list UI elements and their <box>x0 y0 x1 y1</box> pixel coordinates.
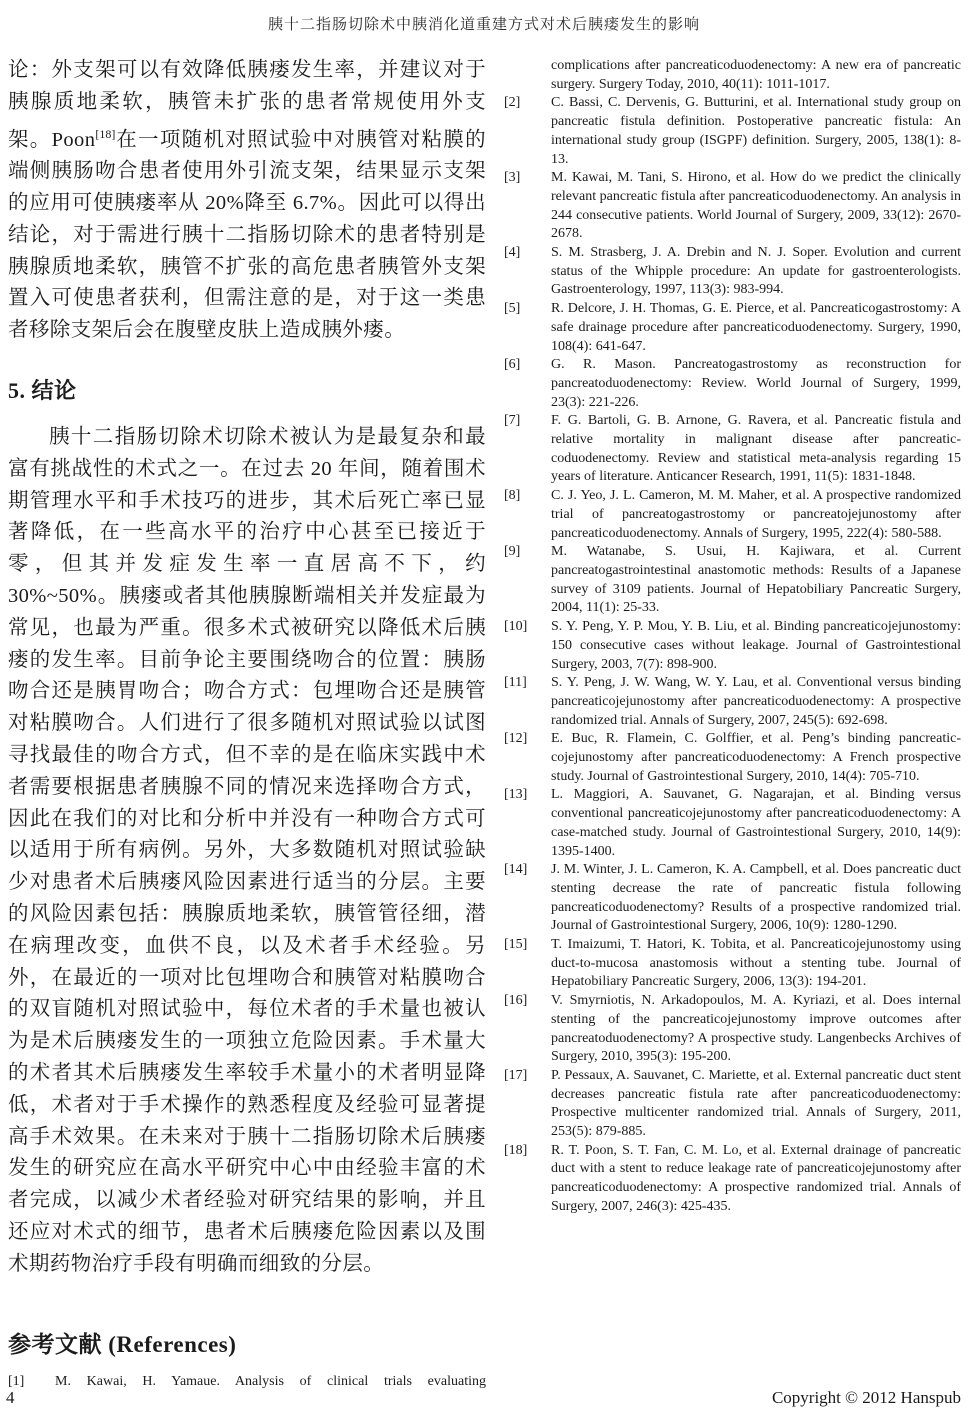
reference-item <box>504 861 961 936</box>
reference-text: S. Y. Peng, J. W. Wang, W. Y. Lau, et al. Conventional versus binding pancreaticojejunostomy after pancreaticoduodenectomy: A prospective randomized trial. Annals of Surgery, 2007, 245(5): 692-698. <box>551 675 961 728</box>
running-title: 胰十二指肠切除术中胰消化道重建方式对术后胰瘘发生的影响 <box>267 17 700 33</box>
reference-item <box>504 1067 961 1142</box>
reference-text: M. Kawai, H. Yamaue. Analysis of clinical trials evaluating <box>55 1373 486 1389</box>
references-heading: 参考文献 (References) <box>8 1331 237 1357</box>
reference-text: T. Imaizumi, T. Hatori, K. Tobita, et al. Pancreaticojejunostomy using duct-to-mucosa anastomosis without a stenting tube. Journal of Hepatobiliary Pancreatic Surgery, 2006, 13(3): 194-201. <box>551 937 961 990</box>
references-list <box>504 94 961 1216</box>
reference-label: [2] <box>504 95 521 111</box>
reference-text: M. Watanabe, S. Usui, H. Kajiwara, et al. Current pancreatogastrointestinal anastomotic methods: Results of a Japanese survey of 3109 patients. Journal of Hepatobiliary Pancreatic Surgery, 2004, 11(1): 25-33. <box>551 544 961 616</box>
reference-item <box>504 356 961 412</box>
reference-item <box>504 674 961 730</box>
reference-text: P. Pessaux, A. Sauvanet, C. Mariette, et al. External pancreatic duct stent decreases pancreatic fistula rate after pancreaticoduodenectomy: Prospective multicenter randomized trial. Annals of Surgery, 2011, 253(5): 879-885. <box>551 1067 961 1140</box>
reference-text: F. G. Bartoli, G. B. Arnone, G. Ravera, et al. Pancreatic fistula and relative mortality in malignant disease after pancreatic- coduodenectomy. Review and statistical meta-analysis regarding 15 years of literature. Anticancer Research, 1991, 11(5): 1831-1848. <box>551 413 961 485</box>
reference-label: [12] <box>504 731 528 747</box>
reference-text: M. Kawai, M. Tani, S. Hirono, et al. How do we predict the clinically relevant pancreatic fistula after pancreaticoduodenectomy. An analysis in 244 consecutive patients. World Journal of Surgery, 2009, 33(12): 2670-2678. <box>551 170 961 242</box>
intro-paragraph <box>8 55 486 347</box>
reference-item <box>504 487 961 543</box>
reference-text: G. R. Mason. Pancreatogastrostomy as reconstruction for pancreatoduodenectomy: Review. World Journal of Surgery, 1999, 23(3): 221-226. <box>551 357 961 410</box>
reference-1-continuation: complications after pancreaticoduodenectomy: A new era of pancreatic surgery. Surgery Today, 2010, 40(11): 1011-1017. <box>551 58 961 92</box>
reference-label: [16] <box>504 993 528 1009</box>
reference-label: [6] <box>504 357 521 373</box>
reference-label: [17] <box>504 1067 528 1083</box>
reference-label: [13] <box>504 787 528 803</box>
reference-label: [15] <box>504 937 528 953</box>
reference-text: C. Bassi, C. Dervenis, G. Butturini, et al. International study group on pancreatic fistula definition. Postoperative pancreatic fistula: An international study group (ISGPF) definition. Surgery, 2005, 138(1): 8-13. <box>551 95 961 167</box>
reference-text: E. Buc, R. Flamein, C. Golffier, et al. Peng’s binding pancreatic-cojejunostomy after pancreaticoduodenectomy: A French prospective study. Journal of Gastrointestional Surgery, 2010, 14(4): 705-710. <box>551 731 961 784</box>
reference-label: [7] <box>504 413 521 429</box>
reference-text: J. M. Winter, J. L. Cameron, K. A. Campbell, et al. Does pancreatic duct stenting decrease the rate of pancreatic fistula following pancreaticoduodenectomy? Results of a prospective randomized trial. Journal of Gastrointestional Surgery, 2006, 10(9): 1280-1290. <box>551 862 961 934</box>
reference-text: R. Delcore, J. H. Thomas, G. E. Pierce, et al. Pancreaticogastrostomy: A safe drainage procedure after pancreaticoduodenectomy. Surgery, 1990, 108(4): 641-647. <box>551 301 961 354</box>
footer-page-number: 4 <box>6 1388 15 1407</box>
reference-label: [11] <box>504 675 527 691</box>
reference-item <box>504 244 961 300</box>
reference-item <box>504 1142 961 1217</box>
reference-label: [18] <box>504 1142 528 1158</box>
reference-item <box>504 786 961 861</box>
reference-text: L. Maggiori, A. Sauvanet, G. Nagarajan, et al. Binding versus conventional pancreaticojejunostomy after pancreaticoduodenectomy: A case-matched study. Journal of Gastrointestional Surgery, 2010, 14(9): 1395-1400. <box>551 787 961 859</box>
right-column <box>504 57 961 1217</box>
reference-text: S. Y. Peng, Y. P. Mou, Y. B. Liu, et al. Binding pancreaticojejunostomy: 150 consecutive cases without leakage. Journal of Gastrointestional Surgery, 2003, 7(7): 898-900. <box>551 619 961 672</box>
citation-superscript: [18] <box>95 126 116 141</box>
paragraph-text: 论：外支架可以有效降低胰瘘发生率，并建议对于胰腺质地柔软，胰管未扩张的患者常规使用外支架。Poon <box>8 59 486 151</box>
reference-item-1 <box>8 1373 486 1392</box>
reference-label: [3] <box>504 170 521 186</box>
reference-label: [14] <box>504 862 528 878</box>
reference-item <box>504 169 961 244</box>
reference-label: [5] <box>504 301 521 317</box>
reference-item <box>504 300 961 356</box>
reference-label: [10] <box>504 619 528 635</box>
reference-item <box>504 94 961 169</box>
reference-label: [1] <box>8 1373 25 1389</box>
reference-item <box>504 992 961 1067</box>
conclusion-paragraph: 胰十二指肠切除术切除术被认为是最复杂和最富有挑战性的术式之一。在过去 20 年间，随着围术期管理水平和手术技巧的进步，其术后死亡率已显著降低，在一些高水平的治疗中心甚至已接近于零，但其并发症发生率一直居高不下，约 30%~50%。胰瘘或者其他胰腺断端相关并发症最为常见，也最为严重。很多术式被研究以降低术后胰瘘的发生率。目前争论主要围绕吻合的位置：胰肠吻合还是胰胃吻合；吻合方式：包埋吻合还是胰管对粘膜吻合。人们进行了很多随机对照试验以试图寻找最佳的吻合方式，但不幸的是在临床实践中术者需要根据患者胰腺不同的情况来选择吻合方式，因此在我们的对比和分析中并没有一种吻合方式可以适用于所有病例。另外，大多数随机对照试验缺少对患者术后胰瘘风险因素进行适当的分层。主要的风险因素包括：胰腺质地柔软，胰管管径细，潜在病理改变，血供不良，以及术者手术经验。另外，在最近的一项对比包埋吻合和胰管对粘膜吻合的双盲随机对照试验中，每位术者的手术量也被认为是术后胰瘘发生的一项独立危险因素。手术量大的术者其术后胰瘘发生率较手术量小的术者明显降低，术者对于手术操作的熟悉程度及经验可显著提高手术效果。在未来对于胰十二指肠切除术后胰瘘发生的研究应在高水平研究中心中由经验丰富的术者完成，以减少术者经验对研究结果的影响，并且还应对术式的细节，患者术后胰瘘危险因素以及围术期药物治疗手段有明确而细致的分层。 <box>8 426 486 1275</box>
conclusion-heading: 5. 结论 <box>8 378 77 403</box>
reference-item <box>504 412 961 487</box>
reference-item <box>504 543 961 618</box>
reference-label: [8] <box>504 488 521 504</box>
left-column <box>8 55 486 1391</box>
footer-copyright: Copyright © 2012 Hanspub <box>771 1388 961 1407</box>
reference-text: C. J. Yeo, J. L. Cameron, M. M. Maher, et al. A prospective randomized trial of pancreatogastrostomy or pancreatojejunostomy after pancreaticoduodenectomy. Annals of Surgery, 1995, 222(4): 580-588. <box>551 488 961 541</box>
reference-text: S. M. Strasberg, J. A. Drebin and N. J. Soper. Evolution and current status of the Whipple procedure: An update for gastroenterologists. Gastroenterology, 1997, 113(3): 983-994. <box>551 245 961 298</box>
reference-item <box>504 618 961 674</box>
paragraph-text: 在一项随机对照试验中对胰管对粘膜的端侧胰肠吻合患者使用外引流支架，结果显示支架的应用可使胰瘘率从 20%降至 6.7%。因此可以得出结论，对于需进行胰十二指肠切除术的患者特别是胰腺质地柔软，胰管不扩张的高危患者胰管外支架置入可使患者获利，但需注意的是，对于这一类患者移除支架后会在腹壁皮肤上造成胰外瘘。 <box>8 128 486 342</box>
reference-label: [4] <box>504 245 521 261</box>
reference-item <box>504 730 961 786</box>
reference-text: R. T. Poon, S. T. Fan, C. M. Lo, et al. External drainage of pancreatic duct with a stent to reduce leakage rate of pancreaticojejunostomy after pancreaticoduodenectomy: A prospective randomized trial. Annals of Surgery, 2007, 246(3): 425-435. <box>551 1142 961 1214</box>
reference-label: [9] <box>504 544 521 560</box>
reference-item <box>504 936 961 992</box>
reference-text: V. Smyrniotis, N. Arkadopoulos, M. A. Kyriazi, et al. Does internal stenting of the pancreaticojejunostomy improve outcomes after pancreatoduodenectomy? A prospective study. Langenbecks Archives of Surgery, 2010, 395(3): 195-200. <box>551 993 961 1065</box>
